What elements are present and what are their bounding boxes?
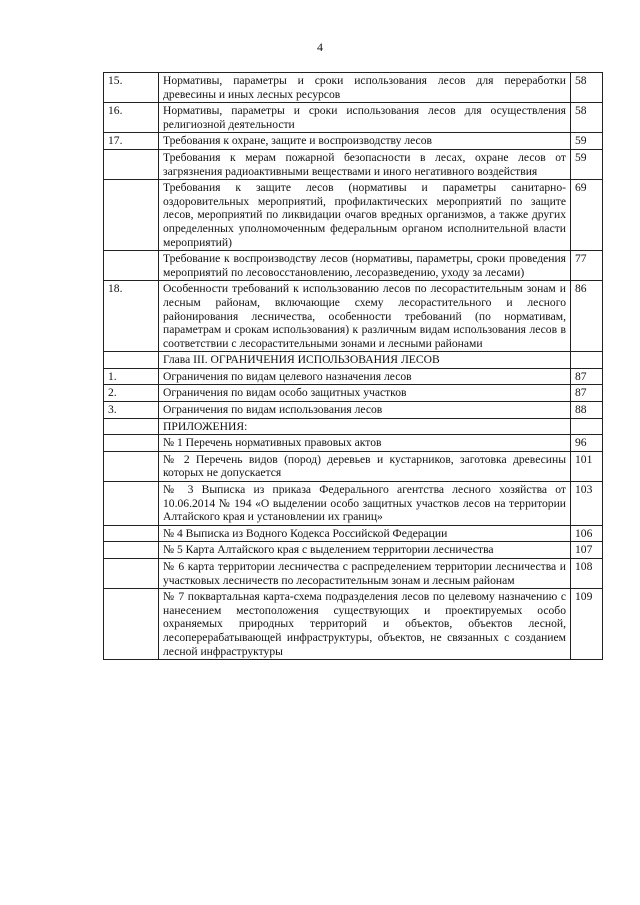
table-row: [104, 281, 603, 352]
table-of-contents: [103, 72, 603, 660]
row-page: 87: [571, 368, 603, 385]
row-page: 87: [571, 385, 603, 402]
row-title: Ограничения по видам особо защитных участков: [159, 385, 571, 402]
row-page: 106: [571, 525, 603, 542]
table-row: [104, 352, 603, 369]
row-page: 86: [571, 281, 603, 352]
table-row: [104, 251, 603, 281]
row-page: 108: [571, 559, 603, 589]
row-number: [104, 149, 159, 179]
row-number: 1.: [104, 368, 159, 385]
row-page: 101: [571, 451, 603, 481]
row-title: № 7 поквартальная карта-схема подразделения лесов по целевому назначению с нанесением местоположения существующих и проектируемых особо охраняемых природных территорий и объектов, объектов лесной, лесоперерабатывающей инфраструктуры, объектов, не связанных с созданием лесной инфраструктуры: [159, 589, 571, 660]
table-row: [104, 435, 603, 452]
row-title: Нормативы, параметры и сроки использования лесов для осуществления религиозной деятельности: [159, 103, 571, 133]
row-page: 109: [571, 589, 603, 660]
row-number: [104, 418, 159, 435]
table-row: [104, 525, 603, 542]
row-page: 58: [571, 73, 603, 103]
row-number: 16.: [104, 103, 159, 133]
table-row: [104, 133, 603, 150]
table-row: [104, 482, 603, 526]
row-number: [104, 352, 159, 369]
row-page: 77: [571, 251, 603, 281]
row-title: № 3 Выписка из приказа Федерального агентства лесного хозяйства от 10.06.2014 № 194 «О выделении особо защитных участков лесов на территории Алтайского края и установлении их границ»: [159, 482, 571, 526]
table-row: [104, 542, 603, 559]
row-page: 88: [571, 402, 603, 419]
table-row: [104, 180, 603, 251]
row-page: 103: [571, 482, 603, 526]
row-title: Особенности требований к использованию лесов по лесорастительным зонам и лесным районам, включающие схему лесорастительного и лесного районирования лесничества, особенности требований (по нормативам, параметрам и срокам использования) к различным видам использования лесов в соответствии с лесорастительными зонами и лесными районами: [159, 281, 571, 352]
table-row: [104, 402, 603, 419]
row-number: 17.: [104, 133, 159, 150]
row-number: [104, 542, 159, 559]
row-title: № 1 Перечень нормативных правовых актов: [159, 435, 571, 452]
table-row: [104, 103, 603, 133]
row-title: ПРИЛОЖЕНИЯ:: [159, 418, 571, 435]
row-page: 59: [571, 133, 603, 150]
row-number: [104, 559, 159, 589]
table-row: [104, 451, 603, 481]
row-title: Ограничения по видам использования лесов: [159, 402, 571, 419]
row-title: Глава III. ОГРАНИЧЕНИЯ ИСПОЛЬЗОВАНИЯ ЛЕСОВ: [159, 352, 571, 369]
row-title: № 4 Выписка из Водного Кодекса Российской Федерации: [159, 525, 571, 542]
row-number: 15.: [104, 73, 159, 103]
row-number: [104, 435, 159, 452]
row-number: 2.: [104, 385, 159, 402]
row-number: [104, 180, 159, 251]
row-page: [571, 352, 603, 369]
row-page: 96: [571, 435, 603, 452]
table-row: [104, 73, 603, 103]
row-number: 3.: [104, 402, 159, 419]
row-number: 18.: [104, 281, 159, 352]
row-page: [571, 418, 603, 435]
table-row: [104, 418, 603, 435]
row-title: № 2 Перечень видов (пород) деревьев и кустарников, заготовка древесины которых не допускается: [159, 451, 571, 481]
row-title: Ограничения по видам целевого назначения лесов: [159, 368, 571, 385]
toc-body: [104, 73, 603, 660]
row-title: Требования к мерам пожарной безопасности в лесах, охране лесов от загрязнения радиоактивными веществами и иного негативного воздействия: [159, 149, 571, 179]
row-title: № 6 карта территории лесничества с распределением территории лесничества и участковых лесничеств по лесорастительным зонам и лесным районам: [159, 559, 571, 589]
row-page: 59: [571, 149, 603, 179]
table-row: [104, 559, 603, 589]
row-number: [104, 451, 159, 481]
table-row: [104, 385, 603, 402]
row-title: Требования к охране, защите и воспроизводству лесов: [159, 133, 571, 150]
row-title: Требование к воспроизводству лесов (нормативы, параметры, сроки проведения мероприятий по лесовосстановлению, лесоразведению, уходу за лесами): [159, 251, 571, 281]
row-number: [104, 251, 159, 281]
table-row: [104, 368, 603, 385]
row-page: 107: [571, 542, 603, 559]
row-page: 58: [571, 103, 603, 133]
page-number: 4: [317, 40, 323, 54]
table-row: [104, 589, 603, 660]
row-page: 69: [571, 180, 603, 251]
table-row: [104, 149, 603, 179]
row-number: [104, 525, 159, 542]
row-number: [104, 482, 159, 526]
row-title: Требования к защите лесов (нормативы и параметры санитарно-оздоровительных мероприятий, профилактических мероприятий по защите лесов, мероприятий по ликвидации очагов вредных организмов, а также других определенных уполномоченным федеральным органом исполнительной власти мероприятий): [159, 180, 571, 251]
row-number: [104, 589, 159, 660]
row-title: Нормативы, параметры и сроки использования лесов для переработки древесины и иных лесных ресурсов: [159, 73, 571, 103]
row-title: № 5 Карта Алтайского края с выделением территории лесничества: [159, 542, 571, 559]
